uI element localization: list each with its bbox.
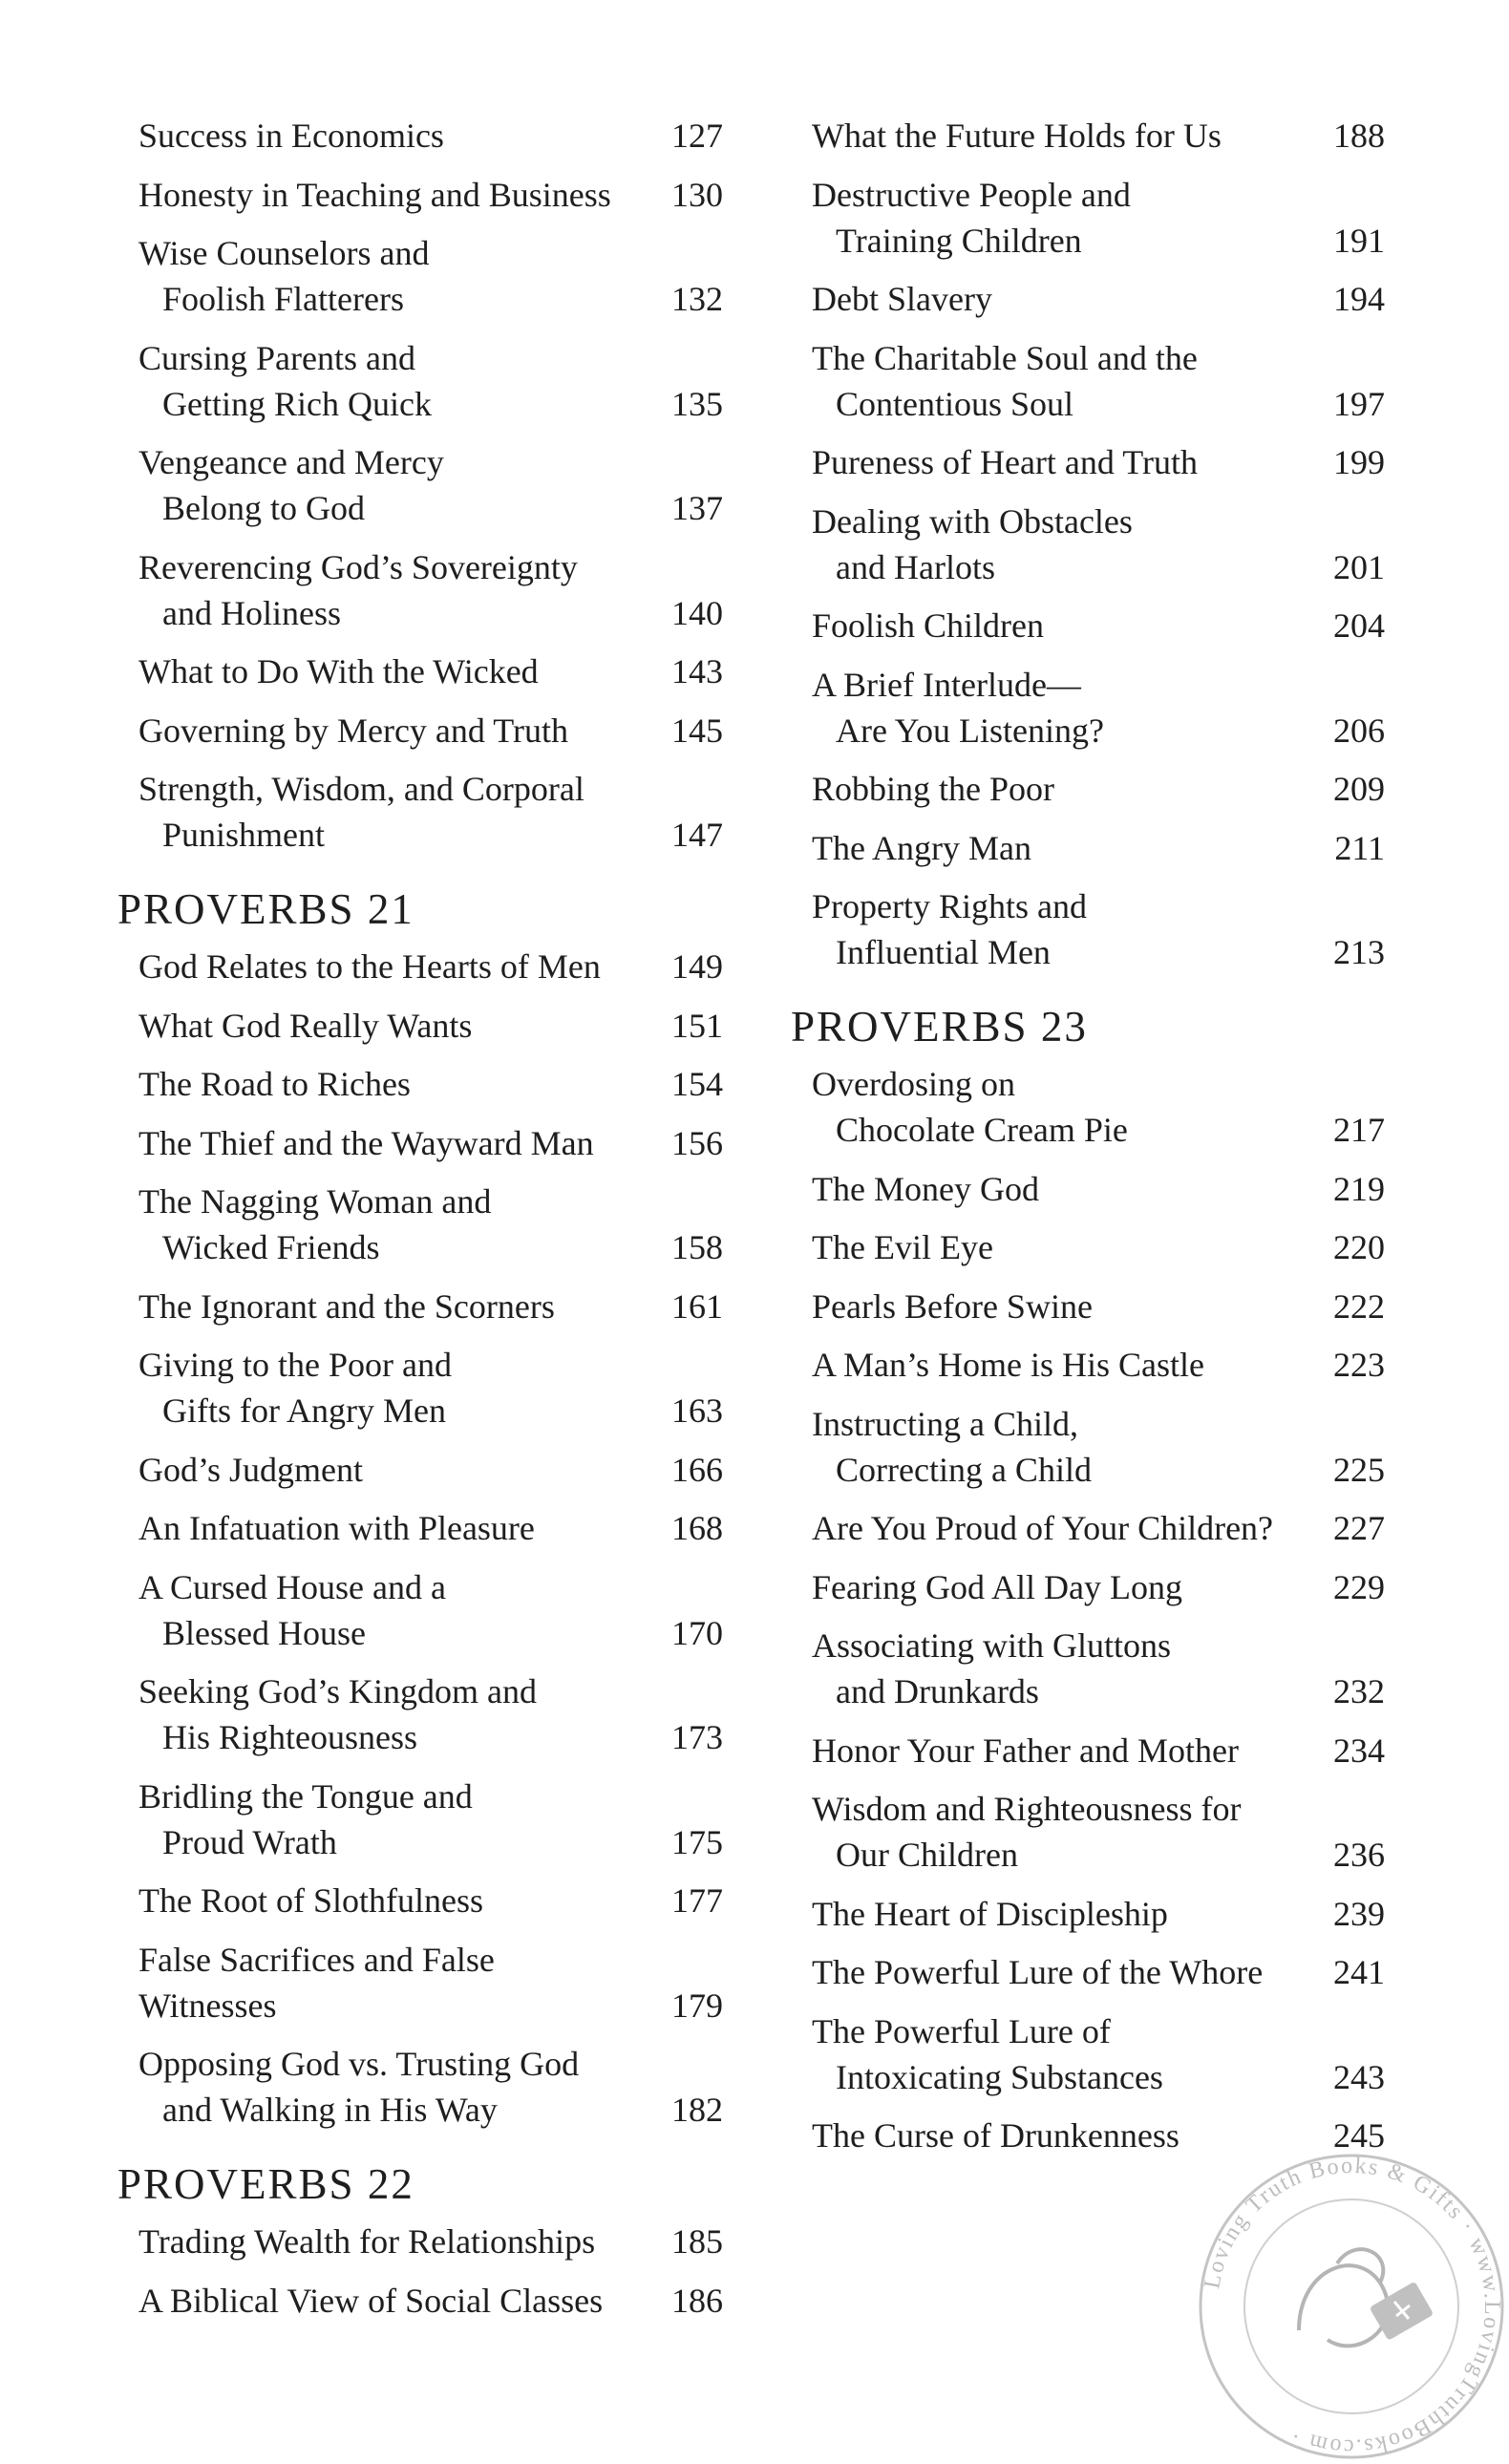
toc-title-line: Wise Counselors and	[138, 234, 430, 272]
toc-entry-title	[138, 1668, 723, 1760]
toc-entry[interactable]	[138, 1564, 723, 1656]
toc-page-number: 151	[671, 1006, 723, 1045]
toc-entry-title	[812, 1284, 1385, 1329]
toc-entry-title	[138, 1774, 723, 1865]
toc-title-line: The Angry Man	[812, 828, 1031, 867]
toc-title-line: and Walking in His Way	[162, 2091, 498, 2129]
toc-entry-title	[138, 1564, 723, 1656]
toc-title-line: Foolish Flatterers	[162, 280, 404, 318]
toc-title-line: The Powerful Lure of	[812, 2011, 1111, 2050]
toc-entry[interactable]	[812, 1891, 1385, 1937]
toc-entry[interactable]	[138, 1179, 723, 1270]
toc-entry[interactable]	[812, 499, 1385, 590]
toc-title-line: Bridling the Tongue and	[138, 1776, 473, 1816]
toc-entry-title	[138, 1284, 723, 1329]
toc-entry-title	[138, 1447, 723, 1493]
toc-entry-title	[138, 1003, 723, 1049]
toc-title-line: The Heart of Discipleship	[812, 1894, 1168, 1933]
watermark-emblem-icon	[1299, 2249, 1434, 2346]
toc-page-number: 197	[1333, 384, 1385, 423]
toc-title-line: The Evil Eye	[812, 1228, 993, 1266]
toc-entry[interactable]	[812, 1786, 1385, 1878]
toc-page-number: 217	[1333, 1111, 1385, 1149]
section-heading-proverbs-23: PROVERBS 23	[791, 1003, 1088, 1051]
toc-title-line: Gifts for Angry Men	[162, 1391, 446, 1430]
toc-entry[interactable]	[138, 439, 723, 531]
toc-title-line: Intoxicating Substances	[836, 2057, 1163, 2096]
toc-page-number: 201	[1333, 547, 1385, 586]
toc-entry[interactable]	[138, 1120, 723, 1166]
toc-title-line: What to Do With the Wicked	[138, 652, 539, 690]
toc-page-number: 186	[671, 2281, 723, 2320]
toc-entry-title	[138, 439, 723, 531]
toc-page-number: 130	[671, 175, 723, 214]
toc-entry-title	[138, 230, 723, 322]
toc-entry-title	[138, 708, 723, 754]
toc-title-line: Overdosing on	[812, 1065, 1015, 1103]
toc-title-line: Pureness of Heart and Truth	[812, 443, 1198, 481]
toc-entry[interactable]	[812, 603, 1385, 648]
toc-page-number: 175	[671, 1822, 723, 1861]
toc-title-line: Belong to God	[162, 489, 365, 527]
toc-title-line: Blessed House	[162, 1613, 366, 1652]
toc-title-line: Our Children	[836, 1836, 1018, 1874]
toc-page-number: 219	[1333, 1169, 1385, 1208]
toc-page-number: 199	[1333, 443, 1385, 481]
toc-entry[interactable]	[812, 1224, 1385, 1270]
toc-page-number: 137	[671, 489, 723, 527]
toc-title-line: His Righteousness	[162, 1718, 418, 1756]
toc-page-number: 185	[671, 2222, 723, 2261]
section-heading-proverbs-21: PROVERBS 21	[117, 885, 414, 933]
toc-entry[interactable]	[138, 1774, 723, 1865]
toc-entry-title	[812, 499, 1385, 590]
toc-title-line: Proud Wrath	[162, 1822, 337, 1861]
toc-title-line: and Drunkards	[836, 1672, 1039, 1710]
toc-title-line: The Money God	[812, 1169, 1039, 1208]
toc-title-line: Seeking God’s Kingdom and	[138, 1672, 537, 1710]
toc-title-line: Success in Economics	[138, 117, 444, 155]
toc-page-number: 209	[1333, 770, 1385, 808]
toc-title-line: The Thief and the Wayward Man	[138, 1123, 594, 1162]
toc-entry-title	[812, 1166, 1385, 1212]
toc-title-line: A Cursed House and a	[138, 1567, 446, 1606]
toc-page-number: 234	[1333, 1731, 1385, 1770]
toc-entry[interactable]	[812, 439, 1385, 485]
toc-title-line: A Biblical View of Social Classes	[138, 2281, 604, 2320]
toc-entry[interactable]	[812, 1564, 1385, 1610]
toc-entry-title	[812, 1728, 1385, 1774]
toc-title-line: Are You Proud of Your Children?	[812, 1509, 1274, 1547]
toc-title-line: God’s Judgment	[138, 1450, 364, 1489]
toc-page-number: 222	[1333, 1286, 1385, 1326]
toc-page-number: 135	[671, 384, 723, 423]
svg-text:Loving Truth Books & Gifts · w: Loving Truth Books & Gifts · www.LovingTruthBooks.com ·	[1200, 2153, 1505, 2460]
toc-entry[interactable]	[138, 766, 723, 858]
toc-entry[interactable]	[138, 2041, 723, 2133]
toc-title-line: and Holiness	[162, 593, 341, 632]
toc-title-line: Debt Slavery	[812, 280, 992, 318]
toc-page-number: 206	[1333, 711, 1385, 750]
toc-entry[interactable]	[812, 1284, 1385, 1329]
toc-entry-title	[812, 1342, 1385, 1388]
toc-title-line: Foolish Children	[812, 606, 1045, 645]
toc-title-line: Trading Wealth for Relationships	[138, 2222, 596, 2261]
toc-entry[interactable]	[812, 1342, 1385, 1388]
toc-entry[interactable]	[138, 1668, 723, 1760]
toc-page-number: 161	[671, 1286, 723, 1326]
toc-title-line: Opposing God vs. Trusting God	[138, 2045, 580, 2083]
toc-entry-title	[812, 113, 1385, 159]
toc-entry-title	[812, 439, 1385, 485]
toc-title-line: Destructive People and	[812, 175, 1131, 214]
toc-entry-title	[812, 172, 1385, 264]
toc-title-line: Punishment	[162, 816, 326, 854]
toc-entry-title	[812, 883, 1385, 975]
toc-entry-title	[812, 1505, 1385, 1551]
toc-entry-title	[138, 2219, 723, 2264]
toc-page-number: 140	[671, 593, 723, 632]
toc-page-number: 204	[1333, 606, 1385, 645]
toc-entry-title	[138, 172, 723, 218]
toc-page-number: 168	[671, 1509, 723, 1547]
section-heading-proverbs-22: PROVERBS 22	[117, 2160, 414, 2208]
toc-entry-title	[812, 1564, 1385, 1610]
toc-title-line: Chocolate Cream Pie	[836, 1111, 1128, 1149]
toc-entry-title	[138, 1342, 723, 1434]
toc-title-line: The Ignorant and the Scorners	[138, 1286, 555, 1326]
toc-entry[interactable]	[812, 883, 1385, 975]
toc-page-number: 156	[671, 1123, 723, 1162]
toc-entry[interactable]	[812, 2008, 1385, 2100]
toc-entry[interactable]	[138, 1342, 723, 1434]
toc-entry-title	[138, 944, 723, 989]
toc-page-number: 173	[671, 1718, 723, 1756]
toc-title-line: The Charitable Soul and the	[812, 338, 1198, 377]
toc-entry-title	[138, 335, 723, 427]
toc-title-line: The Powerful Lure of the Whore	[812, 1953, 1264, 1991]
toc-title-line: Vengeance and Mercy	[138, 443, 444, 481]
toc-entry-title	[812, 766, 1385, 812]
toc-entry[interactable]	[812, 662, 1385, 754]
toc-column-right	[791, 113, 1385, 2172]
toc-entry[interactable]	[138, 648, 723, 694]
toc-entry-title	[138, 1505, 723, 1551]
toc-title-line: Training Children	[836, 221, 1082, 260]
toc-entry-title	[812, 1623, 1385, 1714]
toc-title-line: Associating with Gluttons	[812, 1626, 1171, 1665]
toc-entry-title	[138, 648, 723, 694]
toc-entry[interactable]	[138, 2278, 723, 2324]
toc-page-number: 182	[671, 2091, 723, 2129]
toc-entry[interactable]	[812, 766, 1385, 812]
toc-title-line: God Relates to the Hearts of Men	[138, 947, 601, 986]
toc-title-line: and Harlots	[836, 547, 995, 586]
watermark-seal	[1194, 2149, 1509, 2464]
toc-entry-title	[138, 1937, 723, 2029]
toc-title-line: Pearls Before Swine	[812, 1286, 1093, 1326]
toc-entry-title	[138, 113, 723, 159]
toc-entry[interactable]	[138, 1447, 723, 1493]
toc-page-number: 170	[671, 1613, 723, 1652]
toc-page-number: 177	[671, 1881, 723, 1920]
toc-title-line: Wicked Friends	[162, 1228, 380, 1266]
toc-entry[interactable]	[812, 825, 1385, 871]
toc-entry-title	[812, 662, 1385, 754]
toc-entry-title	[138, 1878, 723, 1923]
toc-title-line: The Nagging Woman and	[138, 1182, 492, 1221]
toc-page-number: 166	[671, 1450, 723, 1489]
toc-title-line: Contentious Soul	[836, 384, 1074, 423]
toc-page-number: 194	[1333, 280, 1385, 318]
toc-entry[interactable]	[138, 1003, 723, 1049]
toc-entry[interactable]	[812, 172, 1385, 264]
toc-entry[interactable]	[812, 276, 1385, 322]
toc-entry-title	[138, 1179, 723, 1270]
toc-page-number: 191	[1333, 221, 1385, 260]
toc-title-line: Property Rights and	[812, 887, 1087, 925]
toc-entry[interactable]	[138, 172, 723, 218]
toc-entry[interactable]	[138, 944, 723, 989]
toc-page-number: 154	[671, 1065, 723, 1103]
toc-title-line: Governing by Mercy and Truth	[138, 711, 568, 750]
toc-entry-title	[812, 825, 1385, 871]
toc-entry[interactable]	[138, 1937, 723, 2029]
toc-entry[interactable]	[812, 335, 1385, 427]
toc-title-line: Dealing with Obstacles	[812, 501, 1133, 541]
toc-title-line: The Root of Slothfulness	[138, 1881, 483, 1920]
toc-title-line: A Man’s Home is His Castle	[812, 1346, 1204, 1384]
toc-entry-title	[138, 544, 723, 636]
toc-title-line: A Brief Interlude—	[812, 665, 1081, 704]
toc-entry[interactable]	[138, 1505, 723, 1551]
toc-title-line: Reverencing God’s Sovereignty	[138, 547, 578, 586]
toc-title-line: An Infatuation with Pleasure	[138, 1509, 535, 1547]
toc-page-number: 220	[1333, 1228, 1385, 1266]
toc-entry-title	[138, 1061, 723, 1107]
toc-page-number: 229	[1333, 1567, 1385, 1606]
toc-title-line: Getting Rich Quick	[162, 384, 432, 423]
toc-entry-title	[812, 1401, 1385, 1493]
toc-entry[interactable]	[812, 1401, 1385, 1493]
toc-entry-title	[812, 2008, 1385, 2100]
toc-entry[interactable]	[812, 1505, 1385, 1551]
toc-entry[interactable]	[812, 1166, 1385, 1212]
toc-entry-title	[812, 1891, 1385, 1937]
toc-page-number: 127	[671, 117, 723, 155]
toc-page-number: 239	[1333, 1894, 1385, 1933]
toc-entry[interactable]	[812, 1728, 1385, 1774]
toc-entry[interactable]	[812, 113, 1385, 159]
toc-title-line: Strength, Wisdom, and Corporal	[138, 770, 584, 808]
toc-title-line: Honesty in Teaching and Business	[138, 175, 611, 214]
toc-page-number: 158	[671, 1228, 723, 1266]
toc-title-line: The Curse of Drunkenness	[812, 2116, 1180, 2155]
toc-title-line: False Sacrifices and False Witnesses	[138, 1940, 495, 2025]
toc-entry-title	[812, 1949, 1385, 1995]
toc-page-number: 145	[671, 711, 723, 750]
toc-entry[interactable]	[812, 1061, 1385, 1153]
toc-page-number: 149	[671, 947, 723, 986]
toc-page-number: 163	[671, 1391, 723, 1430]
toc-title-line: Cursing Parents and	[138, 338, 415, 377]
toc-page-number: 236	[1333, 1836, 1385, 1874]
toc-entry-title	[138, 766, 723, 858]
toc-page-number: 223	[1333, 1346, 1385, 1384]
toc-entry-title	[812, 1224, 1385, 1270]
toc-entry[interactable]	[138, 1878, 723, 1923]
toc-title-line: Are You Listening?	[836, 711, 1104, 750]
toc-entry-title	[812, 335, 1385, 427]
toc-entry[interactable]	[138, 230, 723, 322]
toc-entry-title	[138, 2041, 723, 2133]
toc-entry[interactable]	[138, 544, 723, 636]
toc-entry-title	[138, 1120, 723, 1166]
toc-page-number: 232	[1333, 1672, 1385, 1710]
toc-title-line: Fearing God All Day Long	[812, 1567, 1182, 1606]
toc-entry[interactable]	[138, 708, 723, 754]
toc-page-number: 245	[1333, 2116, 1385, 2155]
toc-entry-title	[812, 1061, 1385, 1153]
toc-page-number: 243	[1333, 2057, 1385, 2096]
toc-title-line: Influential Men	[836, 933, 1051, 971]
toc-title-line: Giving to the Poor and	[138, 1346, 452, 1384]
toc-entry-title	[138, 2278, 723, 2324]
toc-page-number: 227	[1333, 1509, 1385, 1547]
toc-page-number: 211	[1334, 828, 1385, 867]
toc-entry[interactable]	[138, 1061, 723, 1107]
toc-column-left	[117, 113, 723, 2336]
toc-entry-title	[812, 1786, 1385, 1878]
toc-title-line: What God Really Wants	[138, 1006, 473, 1045]
toc-entry-title	[812, 276, 1385, 322]
toc-title-line: Correcting a Child	[836, 1450, 1092, 1489]
toc-entry[interactable]	[812, 1623, 1385, 1714]
toc-page-number: 179	[671, 1986, 723, 2025]
toc-page-number: 132	[671, 280, 723, 318]
toc-page-number: 188	[1333, 117, 1385, 155]
toc-page-number: 241	[1333, 1953, 1385, 1991]
toc-entry-title	[812, 603, 1385, 648]
toc-entry[interactable]	[138, 113, 723, 159]
toc-page-number: 143	[671, 652, 723, 690]
toc-entry[interactable]	[138, 335, 723, 427]
toc-entry[interactable]	[812, 1949, 1385, 1995]
toc-title-line: Honor Your Father and Mother	[812, 1731, 1239, 1770]
toc-title-line: Robbing the Poor	[812, 770, 1055, 808]
toc-title-line: What the Future Holds for Us	[812, 117, 1222, 155]
toc-title-line: The Road to Riches	[138, 1065, 411, 1103]
toc-page-number: 225	[1333, 1450, 1385, 1489]
toc-title-line: Wisdom and Righteousness for	[812, 1790, 1242, 1828]
toc-page-number: 147	[671, 816, 723, 854]
toc-entry[interactable]	[138, 2219, 723, 2264]
toc-page-number: 213	[1333, 933, 1385, 971]
toc-title-line: Instructing a Child,	[812, 1404, 1078, 1443]
toc-entry[interactable]	[138, 1284, 723, 1329]
